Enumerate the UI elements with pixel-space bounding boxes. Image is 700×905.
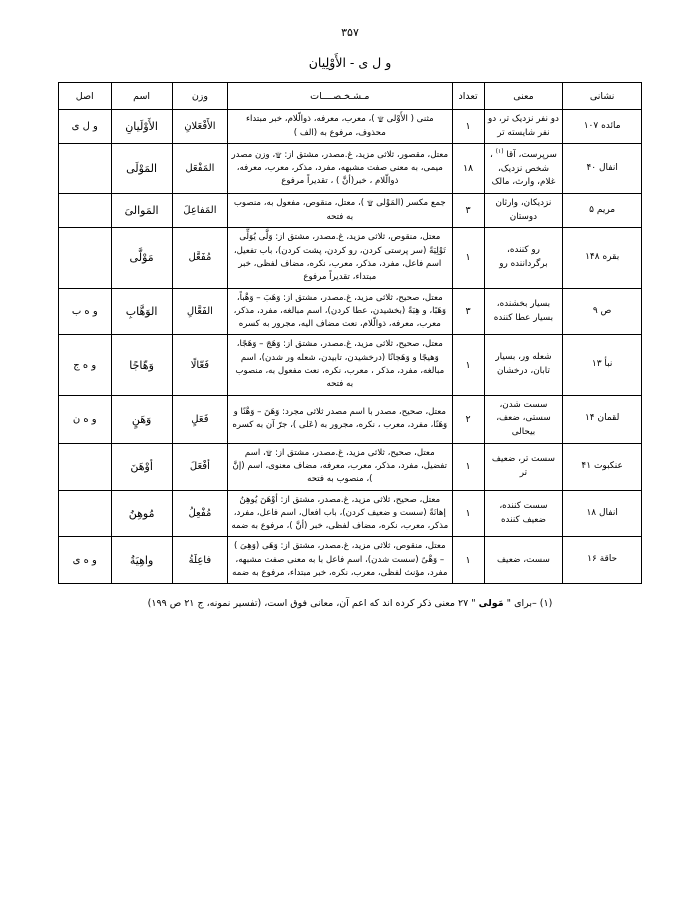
cell-mani: نزدیکان، وارثان دوستان xyxy=(484,194,563,228)
cell-vazn: فاعِلَةُ xyxy=(172,537,227,584)
column-header-asl: اصل xyxy=(59,83,112,110)
table-row xyxy=(59,228,642,288)
cell-neshani: حاقة ۱۶ xyxy=(563,537,642,584)
footnote-text: " ۲۷ معنی ذکر کرده اند که اعم آن، معانی فوق است، (تفسیر نمونه، ج ۲۱ ص ۱۹۹) xyxy=(147,598,479,610)
cell-tedad: ۱ xyxy=(452,335,484,395)
column-header-neshani: نشانی xyxy=(563,83,642,110)
cell-neshani: نبأ ۱۳ xyxy=(563,335,642,395)
cell-moshakhasat: معتل، منقوص، ثلاثی مزید، غ.مصدر، مشتق از: وَهَی (وَهِیَ ) – وَهْیً (سست شدن)، اسم فاعل با به معنی صفت مشبهه، مفرد، مؤنث لفظی، معرب، نکره، خبر مبتداء، مرفوع به ضمه xyxy=(228,537,452,584)
cell-esm: واهِیَةُ xyxy=(111,537,172,584)
cell-neshani: انفال ۱۸ xyxy=(563,490,642,537)
cell-vazn: الأَفْعَلانِ xyxy=(172,110,227,144)
column-header-vazn: وزن xyxy=(172,83,227,110)
cell-moshakhasat: معتل، صحیح، ثلاثی مزید، غ.مصدر، مشتق از: أوْهَنَ یُوهِنُ إهانَةً (سست و ضعیف کردن)، باب افعال، اسم فاعل، مفرد، مذکر، معرب، نکره، مضاف لفظی، خبر (أنَّ )، مرفوع به ضمه xyxy=(228,490,452,537)
cell-mani: دو نفر نزدیک تر، دو نفر شایسته تر xyxy=(484,110,563,144)
cell-tedad: ۱ xyxy=(452,443,484,490)
column-header-mani: معنی xyxy=(484,83,563,110)
cell-asl xyxy=(59,228,112,288)
cell-tedad: ۱ xyxy=(452,228,484,288)
footnote xyxy=(58,598,642,609)
cell-mani: سست کننده، ضعیف کننده xyxy=(484,490,563,537)
column-header-esm: اسم xyxy=(111,83,172,110)
cell-asl: و ل ی xyxy=(59,110,112,144)
cell-vazn: الفَعَّالِ xyxy=(172,288,227,335)
cell-tedad: ۱ xyxy=(452,490,484,537)
cell-vazn: فَعَلٍ xyxy=(172,395,227,443)
cell-mani: بسیار بخشنده، بسیار عطا کننده xyxy=(484,288,563,335)
cell-neshani: ص ۹ xyxy=(563,288,642,335)
table-row xyxy=(59,335,642,395)
cell-neshani: بقره ۱۴۸ xyxy=(563,228,642,288)
table-row xyxy=(59,537,642,584)
table-header-row xyxy=(59,83,642,110)
footnote-bold-term: مَولی xyxy=(478,598,504,610)
table-row xyxy=(59,194,642,228)
cell-mani: رو کننده، برگرداننده رو xyxy=(484,228,563,288)
cell-asl: و ه ج xyxy=(59,335,112,395)
cell-neshani: مریم ۵ xyxy=(563,194,642,228)
cell-esm: وَهَنٍ xyxy=(111,395,172,443)
table-row xyxy=(59,443,642,490)
cell-moshakhasat: معتل، مقصور، ثلاثی مزید، غ.مصدر، مشتق از: ۩، وزن مصدر میمی، به معنی صفت مشبهه، مفرد، مذکر، معرب، معرفه، ذوالّلام ، خبر(أنَّ ) ، تقدیراً مرفوع xyxy=(228,144,452,194)
cell-esm: الوَهَّابِ xyxy=(111,288,172,335)
cell-tedad: ۱۸ xyxy=(452,144,484,194)
cell-esm: الأَوْلَیانِ xyxy=(111,110,172,144)
table-row xyxy=(59,144,642,194)
cell-tedad: ۳ xyxy=(452,194,484,228)
table-row xyxy=(59,110,642,144)
cell-tedad: ۱ xyxy=(452,537,484,584)
cell-asl: و ه ی xyxy=(59,537,112,584)
cell-asl: و ه ن xyxy=(59,395,112,443)
cell-neshani: لقمان ۱۴ xyxy=(563,395,642,443)
cell-mani: سرپرست، آقا $^{(۱)}$ ، شخص نزدیک، غلام، وارث، مالک xyxy=(484,144,563,194)
cell-asl xyxy=(59,194,112,228)
cell-esm: المَوْلَی xyxy=(111,144,172,194)
cell-esm: المَوالیَ xyxy=(111,194,172,228)
cell-moshakhasat: معتل، صحیح، ثلاثی مزید، غ.مصدر، مشتق از: وَهَبَ – وَهْباً، وَهَبًا، و هِبَةً (بخشیدن، عطا کردن)، اسم مبالغه، مفرد، مذکر، معرب، معرفه، ذوالّلام، نعت مضاف الیه، مجرور به کسره xyxy=(228,288,452,335)
column-header-moshakhasat: مـشـخـصــــات xyxy=(228,83,452,110)
cell-mani: سست شدن، سستی، ضعف، بیحالی xyxy=(484,395,563,443)
cell-tedad: ۲ xyxy=(452,395,484,443)
cell-asl xyxy=(59,490,112,537)
cell-asl xyxy=(59,443,112,490)
cell-vazn: المَفْعَل xyxy=(172,144,227,194)
cell-neshani: عنکبوت ۴۱ xyxy=(563,443,642,490)
table-row xyxy=(59,490,642,537)
page-number: ۳۵۷ xyxy=(341,26,359,39)
cell-neshani: انفال ۴۰ xyxy=(563,144,642,194)
cell-tedad: ۳ xyxy=(452,288,484,335)
cell-moshakhasat: جمع مکسر (المَوْلی ۩ )، معتل، منقوص، مفعول به، منصوب به فتحه xyxy=(228,194,452,228)
page-title: و ل ی - الأَوْلِیان xyxy=(308,55,392,70)
table-body xyxy=(59,110,642,584)
cell-mani: سست تر، ضعیف تر xyxy=(484,443,563,490)
footnote-marker: (۱) – xyxy=(532,598,553,610)
column-header-tedad: تعداد xyxy=(452,83,484,110)
cell-tedad: ۱ xyxy=(452,110,484,144)
cell-esm: مَوْلَّی xyxy=(111,228,172,288)
cell-moshakhasat: معتل، صحیح، ثلاثی مزید، غ.مصدر، مشتق از: ۩، اسم تفضیل، مفرد، مذکر، معرب، معرفه، مضاف معنوی، اسم (إنَّ )، منصوب به فتحه xyxy=(228,443,452,490)
cell-mani: شعله ور، بسیار تابان، درخشان xyxy=(484,335,563,395)
cell-moshakhasat: معتل، منقوص، ثلاثی مزید، غ.مصدر، مشتق از: وَلَّی یُوَلِّی تَوْلِیَةً (سر پرستی کردن، رو کردن، پشت کردن)، باب تفعیل، اسم فاعل، مفرد، مذکر، معرب، نکره، مضاف لفظی، خبر مبتداء، تقدیراً مرفوع xyxy=(228,228,452,288)
entries-table xyxy=(58,82,642,584)
cell-asl xyxy=(59,144,112,194)
cell-neshani: مائده ۱۰۷ xyxy=(563,110,642,144)
table-row xyxy=(59,395,642,443)
cell-mani: سست، ضعیف xyxy=(484,537,563,584)
cell-moshakhasat: مثنی ( الأَوْلی ۩ )، معرب، معرفه، ذوالّلام، خبر مبتداء محذوف، مرفوع به (الف ) xyxy=(228,110,452,144)
cell-vazn: مُفْعِلُ xyxy=(172,490,227,537)
cell-vazn: أفْعَلَ xyxy=(172,443,227,490)
cell-esm: أوْهَنَ xyxy=(111,443,172,490)
cell-vazn: فَعّالًا xyxy=(172,335,227,395)
cell-esm: مُوهِنُ xyxy=(111,490,172,537)
footnote-lead: برای " xyxy=(503,598,533,610)
cell-vazn: مُفَعَّل xyxy=(172,228,227,288)
cell-moshakhasat: معتل، صحیح، ثلاثی مزید، غ.مصدر، مشتق از: وَهَجَ – وَهَجًا، وَهیجًا و وَهَجانًا (درخشیدن، تابیدن، شعله ور شدن)، اسم مبالغه، مفرد، مذکر ، معرب، نکره، نعت مفعول به، منصوب به فتحه xyxy=(228,335,452,395)
table-row xyxy=(59,288,642,335)
cell-esm: وَهّاجًا xyxy=(111,335,172,395)
cell-moshakhasat: معتل، صحیح، مصدر با اسم مصدر ثلاثی مجرد: وَهَنَ – وَهْنًا و وَهَنًا، مفرد، معرب ، نکره، مجرور به (عَلی )، جرّ آن به کسره xyxy=(228,395,452,443)
cell-vazn: المَفاعِلَ xyxy=(172,194,227,228)
cell-asl: و ه ب xyxy=(59,288,112,335)
